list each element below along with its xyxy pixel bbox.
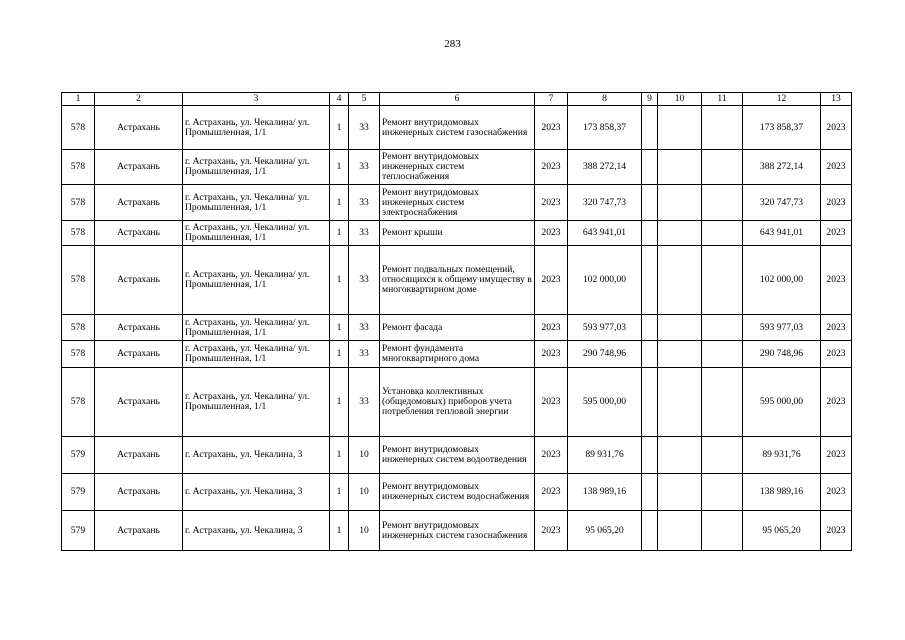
col11-cell xyxy=(702,437,743,474)
col10-cell xyxy=(658,246,702,315)
col10-cell xyxy=(658,221,702,246)
col10-cell xyxy=(658,315,702,341)
column-header-7: 7 xyxy=(535,93,568,106)
cost-cell: 593 977,03 xyxy=(568,315,642,341)
col9-cell xyxy=(642,221,658,246)
row-number: 579 xyxy=(62,511,95,551)
column-header-12: 12 xyxy=(743,93,821,106)
city-cell: Астрахань xyxy=(95,185,183,221)
cost-cell: 643 941,01 xyxy=(568,221,642,246)
year-cell: 2023 xyxy=(535,437,568,474)
table-header xyxy=(62,93,852,106)
total-cell: 95 065,20 xyxy=(743,511,821,551)
address-cell: г. Астрахань, ул. Чекалина, 3 xyxy=(183,511,330,551)
col4-cell: 1 xyxy=(330,511,349,551)
work-type-cell: Ремонт крыши xyxy=(380,221,535,246)
work-type-cell: Ремонт фасада xyxy=(380,315,535,341)
cost-cell: 102 000,00 xyxy=(568,246,642,315)
table-row xyxy=(62,185,852,221)
cost-cell: 388 272,14 xyxy=(568,150,642,185)
col11-cell xyxy=(702,221,743,246)
city-cell: Астрахань xyxy=(95,150,183,185)
table-body xyxy=(62,106,852,551)
row-number: 578 xyxy=(62,185,95,221)
total-cell: 102 000,00 xyxy=(743,246,821,315)
city-cell: Астрахань xyxy=(95,246,183,315)
cost-cell: 95 065,20 xyxy=(568,511,642,551)
column-header-9: 9 xyxy=(642,93,658,106)
col11-cell xyxy=(702,185,743,221)
col10-cell xyxy=(658,150,702,185)
column-header-1: 1 xyxy=(62,93,95,106)
col10-cell xyxy=(658,341,702,368)
col5-cell: 10 xyxy=(349,511,380,551)
year-cell: 2023 xyxy=(535,185,568,221)
work-type-cell: Установка коллективных (общедомовых) приборов учета потребления тепловой энергии xyxy=(380,368,535,437)
address-cell: г. Астрахань, ул. Чекалина/ ул. Промышленная, 1/1 xyxy=(183,341,330,368)
col5-cell: 10 xyxy=(349,437,380,474)
year-cell: 2023 xyxy=(535,150,568,185)
table-row xyxy=(62,150,852,185)
col5-cell: 33 xyxy=(349,246,380,315)
year-end-cell: 2023 xyxy=(821,150,852,185)
table-row xyxy=(62,315,852,341)
col5-cell: 33 xyxy=(349,221,380,246)
col4-cell: 1 xyxy=(330,185,349,221)
year-cell: 2023 xyxy=(535,474,568,511)
table-row xyxy=(62,368,852,437)
col11-cell xyxy=(702,368,743,437)
address-cell: г. Астрахань, ул. Чекалина/ ул. Промышленная, 1/1 xyxy=(183,315,330,341)
city-cell: Астрахань xyxy=(95,221,183,246)
total-cell: 89 931,76 xyxy=(743,437,821,474)
col11-cell xyxy=(702,341,743,368)
year-end-cell: 2023 xyxy=(821,221,852,246)
city-cell: Астрахань xyxy=(95,368,183,437)
col11-cell xyxy=(702,246,743,315)
row-number: 578 xyxy=(62,150,95,185)
row-number: 578 xyxy=(62,341,95,368)
city-cell: Астрахань xyxy=(95,106,183,150)
total-cell: 138 989,16 xyxy=(743,474,821,511)
city-cell: Астрахань xyxy=(95,511,183,551)
col9-cell xyxy=(642,368,658,437)
cost-cell: 290 748,96 xyxy=(568,341,642,368)
col4-cell: 1 xyxy=(330,315,349,341)
work-type-cell: Ремонт внутридомовых инженерных систем водоотведения xyxy=(380,437,535,474)
col10-cell xyxy=(658,368,702,437)
work-type-cell: Ремонт внутридомовых инженерных систем водоснабжения xyxy=(380,474,535,511)
header-row xyxy=(62,93,852,106)
work-type-cell: Ремонт подвальных помещений, относящихся к общему имуществу в многоквартирном доме xyxy=(380,246,535,315)
col10-cell xyxy=(658,437,702,474)
work-type-cell: Ремонт фундамента многоквартирного дома xyxy=(380,341,535,368)
col9-cell xyxy=(642,341,658,368)
year-end-cell: 2023 xyxy=(821,315,852,341)
col4-cell: 1 xyxy=(330,221,349,246)
year-end-cell: 2023 xyxy=(821,246,852,315)
column-header-13: 13 xyxy=(821,93,852,106)
address-cell: г. Астрахань, ул. Чекалина/ ул. Промышленная, 1/1 xyxy=(183,368,330,437)
year-cell: 2023 xyxy=(535,246,568,315)
work-type-cell: Ремонт внутридомовых инженерных систем теплоснабжения xyxy=(380,150,535,185)
year-end-cell: 2023 xyxy=(821,185,852,221)
col4-cell: 1 xyxy=(330,106,349,150)
row-number: 578 xyxy=(62,368,95,437)
col10-cell xyxy=(658,106,702,150)
total-cell: 595 000,00 xyxy=(743,368,821,437)
col9-cell xyxy=(642,437,658,474)
total-cell: 290 748,96 xyxy=(743,341,821,368)
city-cell: Астрахань xyxy=(95,315,183,341)
column-header-6: 6 xyxy=(380,93,535,106)
year-cell: 2023 xyxy=(535,106,568,150)
total-cell: 388 272,14 xyxy=(743,150,821,185)
work-type-cell: Ремонт внутридомовых инженерных систем газоснабжения xyxy=(380,106,535,150)
year-end-cell: 2023 xyxy=(821,511,852,551)
col10-cell xyxy=(658,511,702,551)
column-header-4: 4 xyxy=(330,93,349,106)
col4-cell: 1 xyxy=(330,474,349,511)
address-cell: г. Астрахань, ул. Чекалина, 3 xyxy=(183,437,330,474)
column-header-5: 5 xyxy=(349,93,380,106)
column-header-8: 8 xyxy=(568,93,642,106)
year-cell: 2023 xyxy=(535,368,568,437)
cost-cell: 138 989,16 xyxy=(568,474,642,511)
year-end-cell: 2023 xyxy=(821,474,852,511)
city-cell: Астрахань xyxy=(95,437,183,474)
col10-cell xyxy=(658,185,702,221)
column-header-10: 10 xyxy=(658,93,702,106)
column-header-2: 2 xyxy=(95,93,183,106)
col5-cell: 10 xyxy=(349,474,380,511)
col4-cell: 1 xyxy=(330,368,349,437)
table-row xyxy=(62,246,852,315)
table-row xyxy=(62,106,852,150)
col10-cell xyxy=(658,474,702,511)
col5-cell: 33 xyxy=(349,185,380,221)
row-number: 579 xyxy=(62,437,95,474)
col11-cell xyxy=(702,106,743,150)
col5-cell: 33 xyxy=(349,150,380,185)
col9-cell xyxy=(642,106,658,150)
row-number: 578 xyxy=(62,315,95,341)
year-end-cell: 2023 xyxy=(821,341,852,368)
col11-cell xyxy=(702,511,743,551)
table-row xyxy=(62,511,852,551)
work-type-cell: Ремонт внутридомовых инженерных систем электроснабжения xyxy=(380,185,535,221)
col4-cell: 1 xyxy=(330,150,349,185)
col5-cell: 33 xyxy=(349,315,380,341)
address-cell: г. Астрахань, ул. Чекалина, 3 xyxy=(183,474,330,511)
col9-cell xyxy=(642,185,658,221)
col11-cell xyxy=(702,150,743,185)
col11-cell xyxy=(702,474,743,511)
total-cell: 173 858,37 xyxy=(743,106,821,150)
cost-cell: 89 931,76 xyxy=(568,437,642,474)
address-cell: г. Астрахань, ул. Чекалина/ ул. Промышленная, 1/1 xyxy=(183,246,330,315)
address-cell: г. Астрахань, ул. Чекалина/ ул. Промышленная, 1/1 xyxy=(183,106,330,150)
column-header-3: 3 xyxy=(183,93,330,106)
row-number: 578 xyxy=(62,221,95,246)
col4-cell: 1 xyxy=(330,437,349,474)
col9-cell xyxy=(642,511,658,551)
col9-cell xyxy=(642,315,658,341)
row-number: 578 xyxy=(62,246,95,315)
year-cell: 2023 xyxy=(535,511,568,551)
year-end-cell: 2023 xyxy=(821,368,852,437)
address-cell: г. Астрахань, ул. Чекалина/ ул. Промышленная, 1/1 xyxy=(183,150,330,185)
col9-cell xyxy=(642,150,658,185)
works-table xyxy=(61,92,852,551)
row-number: 578 xyxy=(62,106,95,150)
year-end-cell: 2023 xyxy=(821,437,852,474)
col9-cell xyxy=(642,474,658,511)
address-cell: г. Астрахань, ул. Чекалина/ ул. Промышленная, 1/1 xyxy=(183,185,330,221)
total-cell: 320 747,73 xyxy=(743,185,821,221)
total-cell: 593 977,03 xyxy=(743,315,821,341)
table-row xyxy=(62,341,852,368)
col4-cell: 1 xyxy=(330,341,349,368)
year-cell: 2023 xyxy=(535,221,568,246)
table-row xyxy=(62,221,852,246)
city-cell: Астрахань xyxy=(95,341,183,368)
table-row xyxy=(62,474,852,511)
city-cell: Астрахань xyxy=(95,474,183,511)
table-row xyxy=(62,437,852,474)
column-header-11: 11 xyxy=(702,93,743,106)
page-number: 283 xyxy=(444,38,461,50)
col4-cell: 1 xyxy=(330,246,349,315)
total-cell: 643 941,01 xyxy=(743,221,821,246)
col5-cell: 33 xyxy=(349,341,380,368)
col5-cell: 33 xyxy=(349,106,380,150)
year-end-cell: 2023 xyxy=(821,106,852,150)
col11-cell xyxy=(702,315,743,341)
cost-cell: 173 858,37 xyxy=(568,106,642,150)
col9-cell xyxy=(642,246,658,315)
work-type-cell: Ремонт внутридомовых инженерных систем газоснабжения xyxy=(380,511,535,551)
year-cell: 2023 xyxy=(535,341,568,368)
address-cell: г. Астрахань, ул. Чекалина/ ул. Промышленная, 1/1 xyxy=(183,221,330,246)
cost-cell: 320 747,73 xyxy=(568,185,642,221)
col5-cell: 33 xyxy=(349,368,380,437)
year-cell: 2023 xyxy=(535,315,568,341)
cost-cell: 595 000,00 xyxy=(568,368,642,437)
row-number: 579 xyxy=(62,474,95,511)
